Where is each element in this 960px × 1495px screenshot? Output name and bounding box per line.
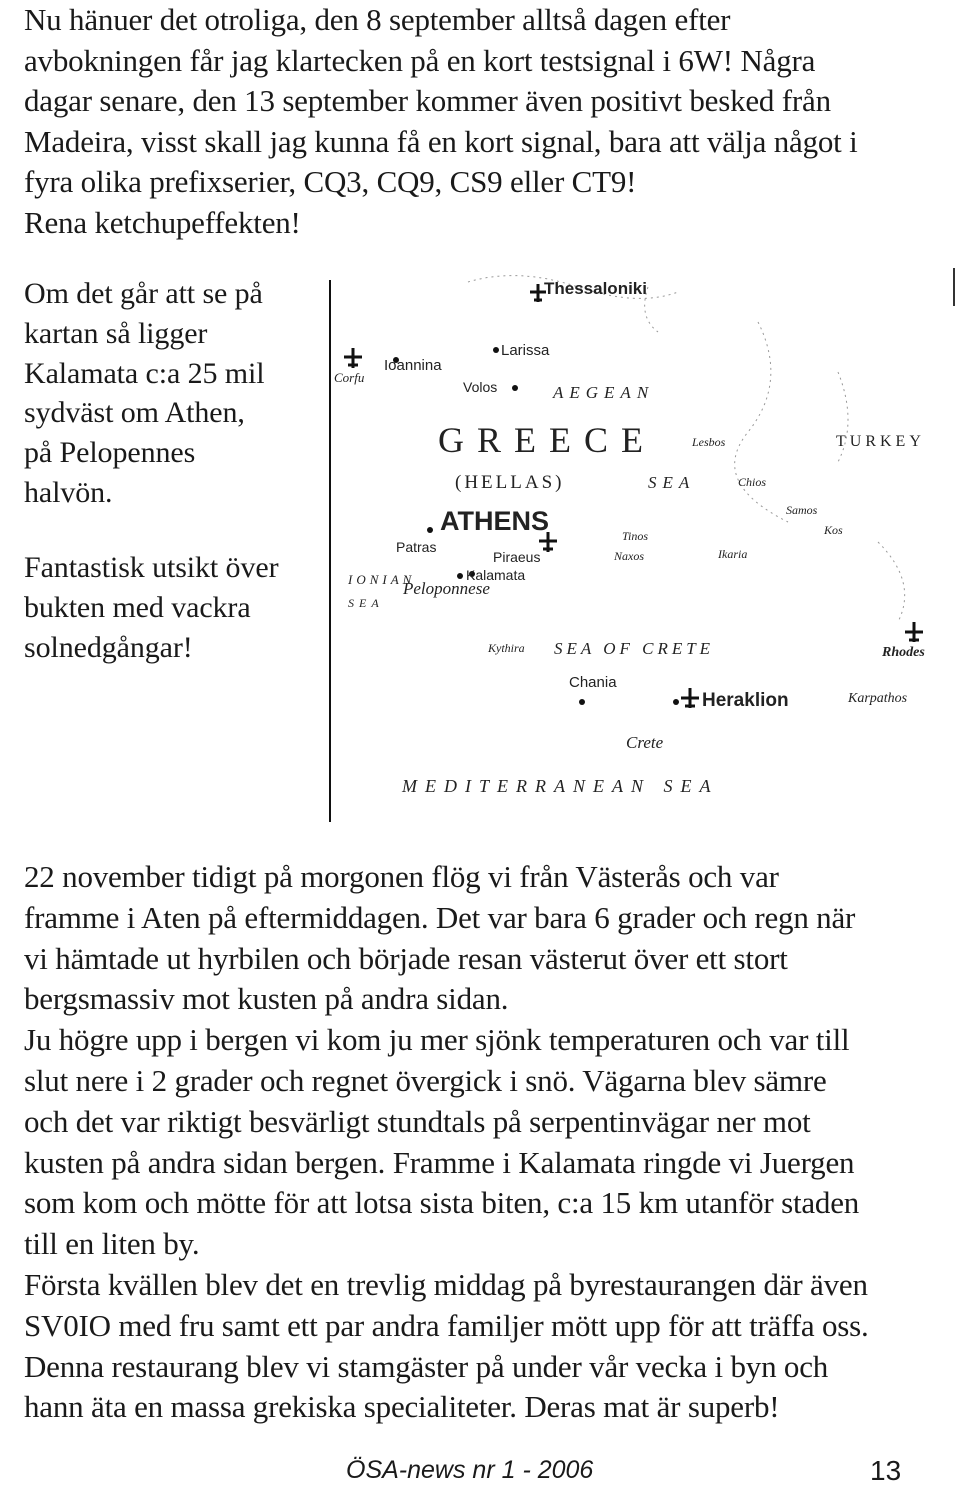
- caption-line: bukten med vackra: [24, 590, 251, 624]
- greece-map: [318, 262, 958, 832]
- intro-paragraph: [24, 0, 858, 244]
- label-heraklion: Heraklion: [702, 690, 789, 711]
- story-line: Första kvällen blev det en trevlig middag på byrestaurangen där även: [24, 1266, 868, 1302]
- label-corfu: Corfu: [334, 370, 365, 385]
- caption-line: Om det går att se på: [24, 277, 263, 310]
- label-chania: Chania: [569, 674, 617, 691]
- story-line: slut nere i 2 grader och regnet övergick i snö. Vägarna blev sämre: [24, 1062, 827, 1098]
- caption-line: Fantastisk utsikt över: [24, 551, 279, 584]
- label-kalamata: Kalamata: [466, 567, 526, 583]
- label-hellas: (HELLAS): [455, 472, 565, 493]
- caption-line: på Pelopennes: [24, 436, 196, 470]
- caption-line: solnedgångar!: [24, 630, 193, 664]
- story-line: SV0IO med fru samt ett par andra familjer mött upp för att träffa oss.: [24, 1307, 869, 1343]
- airport-icon: [681, 688, 699, 708]
- view-caption: [24, 548, 278, 667]
- label-ioannina: Ioannina: [384, 357, 442, 374]
- label-aegean-sea: SEA: [648, 473, 696, 492]
- label-volos: Volos: [463, 379, 498, 395]
- label-ikaria: Ikaria: [718, 547, 748, 561]
- label-aegean: AEGEAN: [553, 383, 655, 402]
- label-kos: Kos: [824, 523, 843, 537]
- label-greece: GREECE: [438, 420, 656, 460]
- label-kythira: Kythira: [488, 641, 525, 655]
- label-thessaloniki: Thessaloniki: [544, 279, 647, 298]
- label-mediterranean: MEDITERRANEAN SEA: [402, 776, 719, 796]
- map-figure: [318, 262, 958, 832]
- city-dot-volos: [512, 385, 518, 391]
- story-paragraph: [24, 857, 869, 1428]
- intro-line: avbokningen får jag klartecken på en kort testsignal i 6W! Några: [24, 42, 816, 78]
- caption-line: Kalamata c:a 25 mil: [24, 356, 265, 390]
- city-dot-larissa: [493, 347, 499, 353]
- label-rhodes: Rhodes: [882, 645, 925, 660]
- label-larissa: Larissa: [501, 342, 550, 359]
- story-line: vi hämtade ut hyrbilen och började resan västerut över ett stort: [24, 940, 788, 976]
- story-line: som kom och mötte för att lotsa sista biten, c:a 15 km utanför staden: [24, 1185, 860, 1221]
- city-dot-chania: [579, 699, 585, 705]
- caption-line: halvön.: [24, 475, 113, 509]
- story-line: Denna restaurang blev vi stamgäster på under vår vecka i byn och: [24, 1348, 829, 1384]
- label-ionian: IONIAN: [348, 572, 416, 587]
- caption-line: sydväst om Athen,: [24, 396, 245, 430]
- city-dot-kalamata-marker: [457, 573, 463, 579]
- page-footer: [0, 1456, 960, 1492]
- label-crete: Crete: [626, 733, 664, 752]
- label-lesbos: Lesbos: [692, 435, 726, 449]
- story-line: och det var riktigt besvärligt stundtals på serpentinvägar ner mot: [24, 1103, 811, 1139]
- story-line: hann äta en massa grekiska specialiteter. Deras mat är superb!: [24, 1389, 780, 1425]
- story-line: bergsmassiv mot kusten på andra sidan.: [24, 981, 509, 1017]
- label-athens: ATHENS: [440, 506, 550, 536]
- label-naxos: Naxos: [614, 549, 644, 563]
- city-dot-athens: [427, 527, 433, 533]
- label-tinos: Tinos: [622, 529, 649, 543]
- intro-line: Nu hänuer det otroliga, den 8 september alltså dagen efter: [24, 2, 731, 37]
- page-number: 13: [870, 1455, 902, 1486]
- story-line: 22 november tidigt på morgonen flög vi från Västerås och var: [24, 859, 779, 894]
- caption-line: kartan så ligger: [24, 316, 208, 350]
- city-dot-heraklion: [673, 699, 679, 705]
- intro-line: Madeira, visst skall jag kunna få en kort signal, bara att välja något i: [24, 123, 858, 159]
- label-piraeus: Piraeus: [493, 549, 541, 565]
- label-turkey: TURKEY: [836, 433, 925, 450]
- label-sea-of-crete: SEA OF CRETE: [554, 639, 715, 658]
- intro-line: fyra olika prefixserier, CQ3, CQ9, CS9 eller CT9!: [24, 164, 637, 200]
- story-line: Ju högre upp i bergen vi kom ju mer sjönk temperaturen och var till: [24, 1022, 850, 1058]
- intro-line: Rena ketchupeffekten!: [24, 204, 301, 240]
- label-ionian-sea: SEA: [348, 596, 384, 610]
- label-chios: Chios: [738, 475, 767, 489]
- story-line: framme i Aten på eftermiddagen. Det var bara 6 grader och regn när: [24, 899, 856, 935]
- label-patras: Patras: [396, 539, 437, 555]
- story-line: till en liten by.: [24, 1226, 200, 1262]
- label-karpathos: Karpathos: [848, 691, 908, 706]
- story-line: kusten på andra sidan bergen. Framme i Kalamata ringde vi Juergen: [24, 1144, 855, 1180]
- airport-icon: [905, 622, 923, 642]
- map-caption: [24, 274, 265, 513]
- label-samos: Samos: [786, 503, 818, 517]
- intro-line: dagar senare, den 13 september kommer även positivt besked från: [24, 83, 831, 119]
- publication-name: ÖSA-news nr 1 - 2006: [346, 1456, 594, 1484]
- airport-icon: [344, 348, 362, 368]
- label-peloponnese: Peloponnese: [403, 579, 490, 598]
